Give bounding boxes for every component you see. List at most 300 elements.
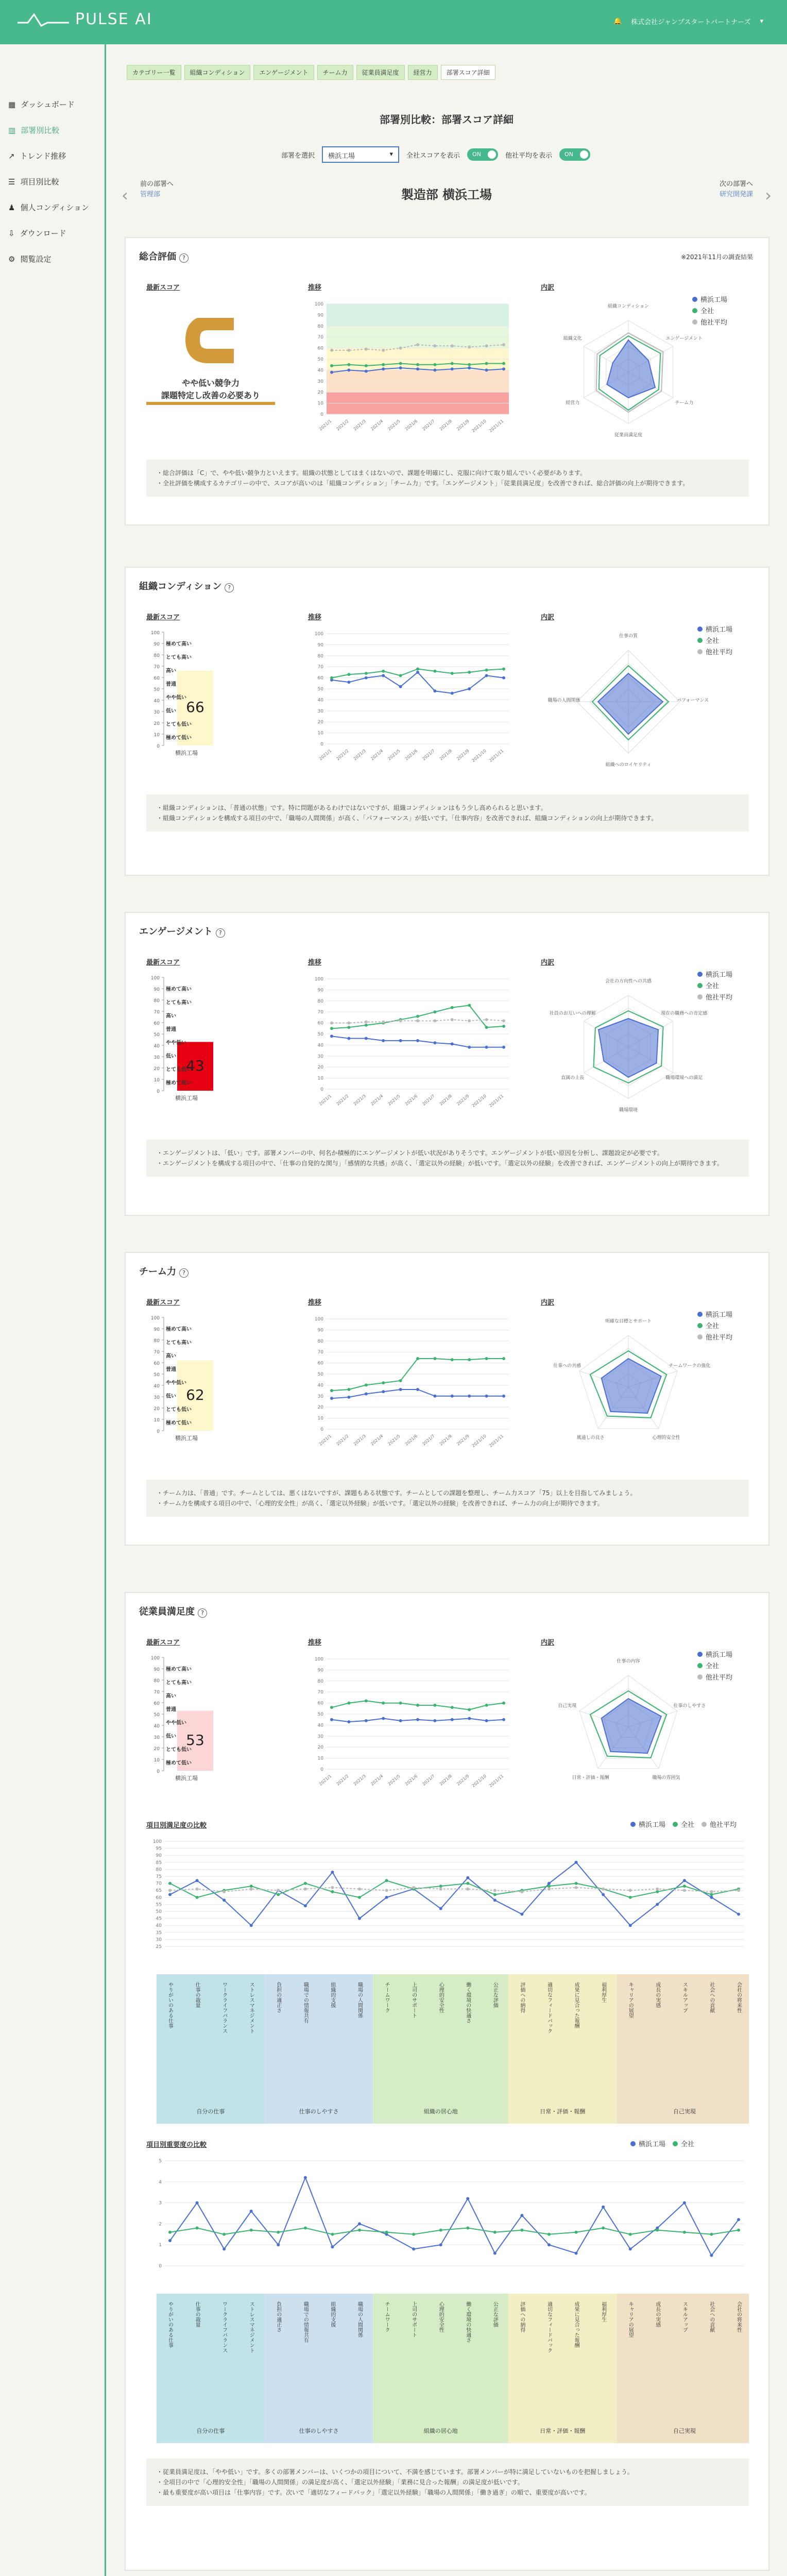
tab-category-list[interactable]: カテゴリー一覧 — [127, 65, 181, 80]
x-tick-label: 2021/1 — [318, 748, 333, 761]
radar-label: 会社の方向性への共感 — [605, 979, 652, 984]
data-point — [365, 676, 368, 680]
breakdown-label: 内訳 — [541, 614, 555, 621]
data-point — [433, 363, 436, 366]
data-point — [399, 362, 402, 365]
filter-bar — [281, 146, 590, 163]
data-point — [277, 1889, 280, 1892]
x-tick-label: 2021/3 — [352, 418, 367, 432]
svg-text:90: 90 — [153, 1667, 160, 1672]
dept-select-label: 部署を選択 — [281, 151, 315, 160]
data-point — [250, 2210, 253, 2213]
svg-text:10: 10 — [153, 1078, 160, 1083]
x-tick-label: 2021/1 — [318, 1773, 333, 1787]
y-tick-label: 30 — [156, 1937, 162, 1943]
legend-dept: 横浜工場 — [697, 624, 732, 636]
data-point — [548, 1885, 551, 1888]
data-point — [683, 1885, 686, 1888]
y-tick-label: 45 — [156, 1916, 162, 1922]
help-icon[interactable]: ? — [225, 583, 234, 592]
y-tick-label: 95 — [156, 1846, 162, 1852]
data-point — [710, 1890, 713, 1893]
svg-text:70: 70 — [153, 1010, 160, 1015]
data-point — [399, 1719, 402, 1722]
data-point — [330, 1035, 333, 1038]
data-point — [416, 1718, 419, 1721]
y-tick-label: 25 — [156, 1944, 162, 1950]
y-tick-label: 2 — [159, 2222, 162, 2227]
data-point — [382, 363, 385, 366]
group-label: 自分の仕事 — [196, 2428, 225, 2434]
y-tick-label: 60 — [317, 1361, 323, 1366]
level-label: とても高い — [166, 655, 192, 660]
svg-text:50: 50 — [153, 687, 160, 692]
x-tick-label: 2021/8 — [438, 1773, 453, 1787]
data-point — [602, 2206, 605, 2209]
item-label: 成長の実感 — [654, 2301, 660, 2327]
data-point — [399, 674, 402, 677]
data-point — [468, 1004, 471, 1007]
radar-label: エンゲージメント — [665, 336, 703, 342]
x-tick-label: 2021/8 — [438, 1093, 453, 1107]
tab-dept-detail: 部署スコア詳細 — [441, 65, 495, 80]
svg-text:20: 20 — [153, 1406, 160, 1412]
data-point — [331, 2245, 334, 2248]
y-tick-label: 100 — [152, 1839, 162, 1844]
level-label: 高い — [166, 1013, 176, 1019]
level-label: 低い — [166, 1054, 176, 1059]
company-menu[interactable]: 株式会社ジャンプスタートパートナーズ — [631, 19, 751, 26]
data-point — [304, 2227, 307, 2230]
chevron-right-icon[interactable]: › — [765, 185, 772, 205]
y-tick-label: 20 — [317, 1745, 323, 1751]
svg-text:100: 100 — [150, 1656, 160, 1661]
data-point — [433, 344, 436, 347]
item-label: 成果に見合った報酬 — [573, 1982, 579, 2028]
x-tick-label: 2021/7 — [421, 1093, 436, 1107]
data-point — [502, 1046, 505, 1049]
data-point — [399, 1388, 402, 1391]
data-point — [347, 673, 350, 676]
data-point — [485, 362, 488, 365]
radar-label: 日常・評価・報酬 — [572, 1775, 609, 1781]
y-tick-label: 35 — [156, 1930, 162, 1936]
legend-item: 横浜工場 — [630, 2139, 665, 2150]
logo[interactable] — [18, 10, 152, 28]
y-tick-label: 70 — [317, 1690, 323, 1696]
data-point — [502, 362, 505, 365]
data-point — [196, 1887, 199, 1890]
data-point — [656, 2229, 659, 2232]
data-point — [365, 348, 368, 351]
data-point — [196, 2227, 199, 2230]
x-tick-label: 2021/2 — [335, 1433, 350, 1447]
legend — [697, 624, 732, 658]
y-tick-label: 60 — [156, 1895, 162, 1901]
data-point — [468, 687, 471, 690]
data-point — [737, 2218, 740, 2221]
data-point — [451, 1718, 454, 1721]
data-point — [331, 1871, 334, 1874]
data-point — [382, 674, 385, 677]
level-label: 普通 — [166, 1027, 176, 1032]
radar-label: 直属の上長 — [561, 1075, 585, 1081]
data-point — [656, 1887, 659, 1890]
legend-dept: 横浜工場 — [697, 1310, 732, 1321]
team-trend-chart — [308, 1313, 514, 1452]
data-point — [683, 1879, 686, 1882]
y-tick-label: 20 — [317, 1065, 323, 1071]
data-point — [502, 1357, 505, 1360]
data-point — [451, 362, 454, 365]
data-point — [399, 1019, 402, 1022]
data-point — [168, 1893, 172, 1896]
y-tick-label: 50 — [317, 687, 323, 692]
data-point — [385, 1896, 388, 1899]
sidebar-item-trend[interactable]: ↗ トレンド推移 — [8, 151, 66, 161]
y-tick-label: 10 — [317, 401, 323, 406]
radar-series — [607, 340, 655, 398]
data-point — [277, 2231, 280, 2234]
rank-text: やや低い競争力 課題特定し改善の必要あり — [161, 378, 260, 400]
data-point — [683, 1889, 686, 1892]
tab-satisfaction[interactable]: 従業員満足度 — [356, 65, 405, 80]
cmp1-chart — [146, 1835, 749, 2124]
data-point — [468, 671, 471, 674]
svg-text:20: 20 — [153, 1747, 160, 1752]
data-point — [331, 1890, 334, 1893]
item-label: ワークライフバランス — [221, 1982, 227, 2033]
data-point — [575, 1861, 578, 1864]
svg-text:70: 70 — [153, 1350, 160, 1355]
data-point — [382, 349, 385, 352]
sidebar-item-download[interactable]: ⇩ ダウンロード — [8, 228, 66, 238]
item-label: 社会への貢献 — [708, 2301, 714, 2332]
cmp1-title: 項目別満足度の比較 — [146, 1822, 207, 1829]
item-label: 評価への納得 — [519, 1982, 525, 2013]
data-point — [365, 1393, 368, 1396]
y-tick-label: 50 — [156, 1909, 162, 1914]
dept-select[interactable] — [322, 146, 399, 163]
item-label: 適切なフィードバック — [546, 1982, 552, 2033]
tab-engagement[interactable]: エンゲージメント — [253, 65, 314, 80]
data-point — [629, 1924, 632, 1927]
svg-text:60: 60 — [153, 676, 160, 681]
item-label: キャリアの展望 — [627, 1982, 634, 2018]
data-point — [347, 1396, 350, 1399]
data-point — [520, 1890, 523, 1893]
data-point — [433, 1019, 436, 1022]
sidebar-item-personal[interactable]: ♟ 個人コンディション — [8, 202, 89, 212]
cmp2-title: 項目別重要度の比較 — [146, 2141, 207, 2149]
level-label: とても低い — [166, 1407, 192, 1413]
breakdown-label: 内訳 — [541, 284, 555, 292]
data-point — [485, 1395, 488, 1398]
data-point — [502, 667, 505, 670]
bell-icon[interactable]: 🔔 — [613, 18, 622, 25]
svg-text:50: 50 — [153, 1372, 160, 1378]
data-point — [548, 2243, 551, 2246]
data-point — [493, 1893, 497, 1896]
breakdown-label: 内訳 — [541, 1639, 555, 1647]
card-title: 従業員満足度 ? — [139, 1604, 207, 1618]
x-tick-label: 2021/6 — [404, 1093, 419, 1107]
data-point — [710, 2254, 713, 2257]
data-point — [629, 1896, 632, 1899]
tab-team[interactable]: チーム力 — [317, 65, 353, 80]
data-point — [223, 2233, 226, 2236]
latest-label: 最新スコア — [146, 1299, 180, 1307]
data-point — [347, 1037, 350, 1040]
data-point — [502, 367, 505, 370]
y-tick-label: 60 — [317, 675, 323, 681]
data-point — [399, 1702, 402, 1705]
data-point — [451, 344, 454, 347]
sidebar-item-item-compare[interactable]: ☰ 項目別比較 — [8, 177, 59, 187]
y-tick-label: 80 — [317, 998, 323, 1004]
help-icon[interactable]: ? — [179, 253, 189, 263]
data-point — [330, 364, 333, 367]
sidebar-item-settings[interactable]: ⚙ 閲覧設定 — [8, 254, 52, 264]
data-point — [468, 1395, 471, 1398]
item-label: 成果に見合った報酬 — [573, 2301, 579, 2348]
level-label: とても高い — [166, 1000, 192, 1006]
cmp2-chart — [146, 2155, 749, 2443]
data-point — [304, 1904, 307, 1907]
other-toggle[interactable]: ON — [559, 148, 590, 161]
item-label: 心理的安全性 — [438, 2301, 444, 2332]
svg-text:0: 0 — [157, 1429, 160, 1434]
company-toggle[interactable]: ON — [467, 148, 498, 161]
y-tick-label: 0 — [320, 742, 323, 747]
group-label: 仕事のしやすさ — [299, 2428, 339, 2434]
y-tick-label: 20 — [317, 390, 323, 396]
overall-card — [125, 237, 769, 526]
item-label: ストレスマネジメント — [248, 2301, 254, 2353]
gauge-dept-label: 横浜工場 — [175, 1095, 198, 1101]
level-label: 極めて低い — [166, 735, 192, 741]
breadcrumb — [127, 65, 495, 80]
item-label: 負担の適正さ — [275, 2301, 281, 2332]
rank-underline — [146, 402, 275, 405]
x-tick-label: 2021/8 — [438, 1433, 453, 1447]
data-point — [468, 363, 471, 366]
data-point — [223, 2247, 226, 2250]
data-point — [485, 344, 488, 347]
y-tick-label: 50 — [317, 1032, 323, 1037]
data-point — [451, 367, 454, 370]
chevron-left-icon[interactable]: ‹ — [122, 185, 128, 205]
data-point — [433, 689, 436, 692]
group-label: 日常・評価・報酬 — [540, 2108, 586, 2115]
y-tick-label: 30 — [317, 708, 323, 714]
gauge-axis — [146, 627, 249, 761]
data-point — [416, 1015, 419, 1018]
sidebar-item-dashboard[interactable]: ▦ ダッシュボード — [8, 99, 75, 109]
item-label: 成長の実感 — [654, 1982, 660, 2008]
level-label: とても高い — [166, 1340, 192, 1346]
data-point — [347, 1720, 350, 1723]
legend-dept: 横浜工場 — [692, 295, 727, 306]
y-tick-label: 70 — [317, 1350, 323, 1355]
series-line — [170, 1888, 739, 1892]
sidebar — [0, 44, 106, 2576]
data-point — [485, 1018, 488, 1021]
data-point — [331, 2233, 334, 2236]
item-label: 福利厚生 — [600, 2301, 606, 2322]
legend-company: 全社 — [697, 1661, 732, 1672]
data-point — [451, 672, 454, 675]
item-label: 公正な評価 — [492, 2301, 498, 2327]
data-point — [710, 1896, 713, 1899]
trend-label: 推移 — [308, 1299, 322, 1307]
y-tick-label: 5 — [159, 2159, 162, 2164]
radar-label: 仕事の質 — [619, 634, 638, 639]
y-tick-label: 80 — [317, 324, 323, 329]
data-point — [416, 367, 419, 370]
level-label: やや低い — [166, 1380, 186, 1386]
data-point — [485, 368, 488, 371]
svg-text:20: 20 — [153, 1066, 160, 1072]
data-point — [365, 1699, 368, 1702]
svg-text:80: 80 — [153, 998, 160, 1004]
next-dept-link[interactable]: 次の部署へ 研究開発課 — [719, 180, 753, 198]
data-point — [330, 1389, 333, 1392]
y-tick-label: 80 — [317, 1338, 323, 1344]
data-point — [439, 1885, 442, 1888]
y-tick-label: 85 — [156, 1860, 162, 1866]
x-tick-label: 2021/10 — [471, 418, 487, 433]
data-point — [466, 1882, 469, 1885]
y-tick-label: 75 — [156, 1874, 162, 1879]
data-point — [629, 2247, 632, 2250]
data-point — [656, 1903, 659, 1906]
x-tick-label: 2021/2 — [335, 748, 350, 761]
latest-score-label: 最新スコア — [146, 284, 180, 292]
tab-management[interactable]: 経営力 — [408, 65, 438, 80]
data-point — [485, 1719, 488, 1722]
data-point — [304, 1887, 307, 1890]
item-label: 職場の人間関係 — [356, 1982, 363, 2018]
radar-label: 風通しの良さ — [576, 1435, 605, 1441]
data-point — [575, 2231, 578, 2234]
data-point — [358, 2229, 361, 2232]
data-point — [277, 2243, 280, 2246]
help-icon[interactable]: ? — [179, 1268, 189, 1278]
level-label: やや低い — [166, 695, 186, 701]
level-label: 普通 — [166, 1367, 176, 1372]
radar-label: チームワークの強化 — [669, 1363, 711, 1369]
help-icon[interactable]: ? — [216, 928, 225, 938]
svg-text:90: 90 — [153, 987, 160, 992]
y-tick-label: 60 — [317, 1021, 323, 1026]
data-point — [168, 2231, 172, 2234]
radar-label: 職場環境 — [619, 1108, 638, 1113]
satisfaction-comment: ・従業員満足度は、「やや低い」です。多くの部署メンバーは、いくつかの項目について、不満を感じています。部署メンバーが特に満足していないものを把握しましょう。 ・全項目の中で「心理的安全性」「職場の人間関係」の満足度が高く、「選定以外経験」「業務に見合った報酬」の満足度が低いです。 ・最も重要度が高い項目は「仕事内容」です。次いで「適切なフィードバック」「選定以外経験」「職場の人間関係」「働き過ぎ」の順で、重要度が高いです。 — [146, 2459, 749, 2506]
y-tick-label: 30 — [317, 1394, 323, 1399]
data-point — [412, 1886, 415, 1889]
level-label: やや低い — [166, 1040, 186, 1046]
x-tick-label: 2021/4 — [370, 748, 384, 761]
svg-text:40: 40 — [153, 1044, 160, 1049]
svg-text:30: 30 — [153, 1055, 160, 1060]
data-point — [433, 1357, 436, 1360]
data-point — [416, 667, 419, 670]
radar-label: 仕事のしやすさ — [673, 1703, 706, 1709]
radar-label: 心理的安全性 — [652, 1435, 680, 1441]
data-point — [602, 1887, 605, 1890]
x-tick-label: 2021/1 — [318, 1093, 333, 1107]
y-tick-label: 0 — [320, 1087, 323, 1092]
data-point — [416, 1388, 419, 1391]
data-point — [358, 2222, 361, 2225]
data-point — [168, 1882, 172, 1885]
svg-text:0: 0 — [157, 1089, 160, 1094]
x-tick-label: 2021/4 — [370, 1773, 384, 1787]
group-label: 日常・評価・報酬 — [540, 2428, 586, 2434]
level-label: 極めて高い — [166, 641, 192, 647]
data-point — [330, 371, 333, 374]
trend-label: 推移 — [308, 614, 322, 621]
data-point — [358, 1917, 361, 1920]
y-tick-label: 70 — [317, 1010, 323, 1015]
data-point — [520, 2214, 523, 2217]
data-point — [347, 1702, 350, 1705]
data-point — [385, 1879, 388, 1882]
item-label: 会社の将来性 — [735, 2301, 742, 2332]
level-label: とても低い — [166, 1067, 192, 1073]
data-point — [737, 2229, 740, 2232]
x-tick-label: 2021/2 — [335, 418, 350, 432]
legend — [697, 970, 732, 1004]
gear-icon: ⚙ — [8, 254, 15, 264]
radar-label: 仕事への共感 — [553, 1363, 581, 1369]
data-point — [399, 347, 402, 350]
y-tick-label: 10 — [317, 1076, 323, 1081]
svg-text:90: 90 — [153, 642, 160, 647]
chevron-down-icon[interactable]: ▾ — [760, 18, 763, 25]
tab-condition[interactable]: 組織コンディション — [184, 65, 251, 80]
item-label: 心理的安全性 — [438, 1982, 444, 2013]
list-icon: ☰ — [8, 177, 15, 187]
data-point — [548, 1887, 551, 1890]
help-icon[interactable]: ? — [198, 1608, 207, 1618]
sidebar-item-dept-compare[interactable]: ▥ 部署別比較 — [8, 125, 60, 135]
data-point — [358, 1887, 361, 1890]
data-point — [466, 1887, 469, 1890]
prev-dept-link[interactable]: 前の部署へ 管理部 — [140, 180, 174, 198]
data-point — [502, 1395, 505, 1398]
group-label: 組織の居心地 — [423, 2108, 458, 2115]
data-point — [575, 2252, 578, 2255]
card-title: チーム力 ? — [139, 1264, 189, 1278]
trend-label: 推移 — [308, 959, 322, 967]
data-point — [737, 1912, 740, 1916]
radar-label: 仕事の内容 — [617, 1659, 640, 1664]
data-point — [416, 343, 419, 346]
x-tick-label: 2021/3 — [352, 1773, 367, 1787]
svg-text:80: 80 — [153, 1338, 160, 1344]
dept-nav — [122, 173, 772, 214]
other-toggle-label: 他社平均を表示 — [505, 151, 553, 160]
y-tick-label: 0 — [320, 1767, 323, 1772]
legend-item: 他社平均 — [702, 1820, 737, 1831]
x-tick-label: 2021/7 — [421, 418, 436, 432]
y-tick-label: 40 — [317, 368, 323, 374]
level-label: 極めて高い — [166, 1667, 192, 1672]
data-point — [468, 1358, 471, 1361]
data-point — [439, 2243, 442, 2246]
